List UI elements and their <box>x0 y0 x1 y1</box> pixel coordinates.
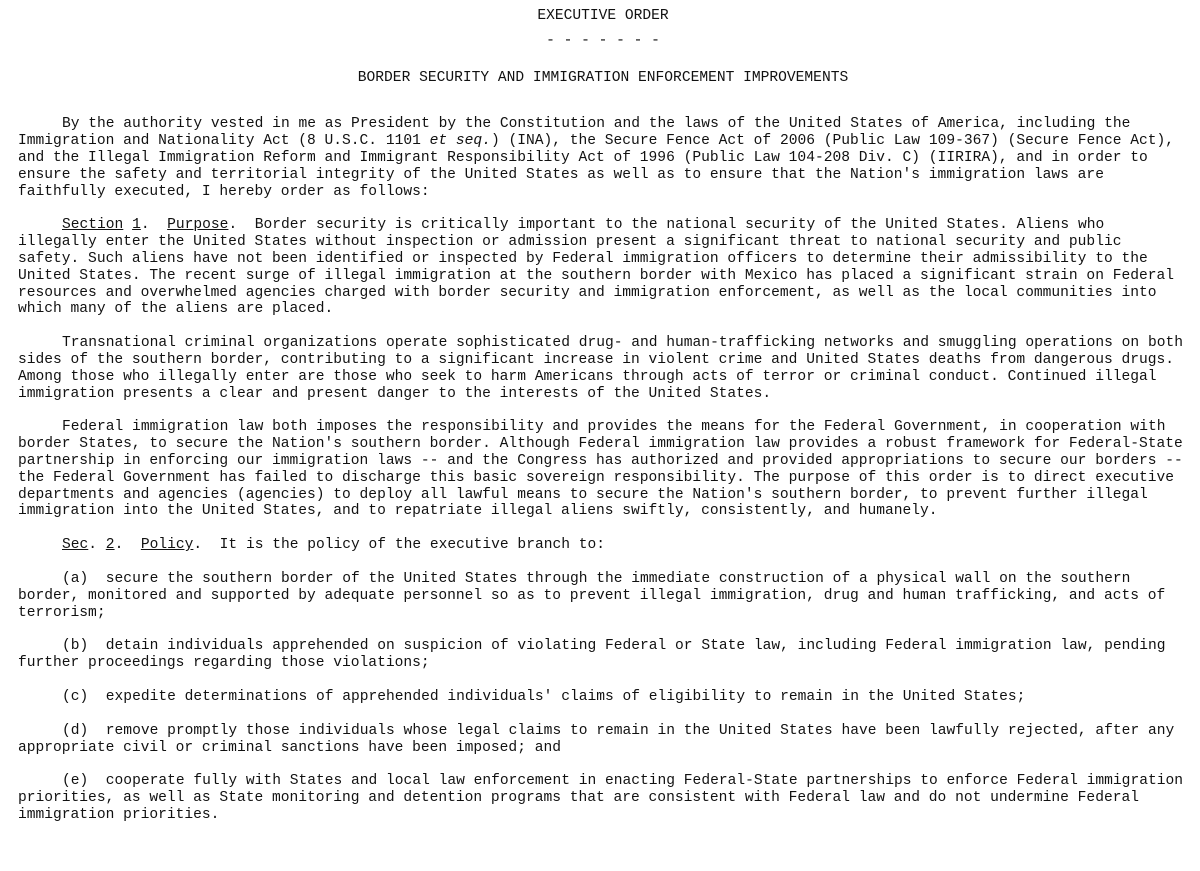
section-1-text: Border security is critically important to the national security of the United States. Aliens who illegally enter the United States without inspection or admission present a significant threat to national security and public safety. Such aliens have not been identified or inspected by Federal immigration officers to determine their admissibility to the United States. The recent surge of illegal immigration at the southern border with Mexico has placed a significant strain on Federal resources and overwhelmed agencies charged with border security and immigration enforcement, as well as the local communities into which many of the aliens are placed. <box>18 217 1175 318</box>
intro-text-1: By the authority vested in me as President by the Constitution and the laws of the United States of America, including the Immigration and Nationality Act (8 U.S.C. 1101 <box>18 116 1131 150</box>
policy-item-text: remove promptly those individuals whose legal claims to remain in the United States have been lawfully rejected, after any appropriate civil or criminal sanctions have been imposed; and <box>18 722 1175 756</box>
policy-item-a <box>18 571 1188 621</box>
section-2-number: 2 <box>105 537 115 554</box>
policy-item-e <box>18 773 1188 823</box>
section-1-paragraph-2: Transnational criminal organizations operate sophisticated drug- and human-trafficking networks and smuggling operations on both sides of the southern border, contributing to a significant increase in violent crime and United States deaths from dangerous drugs. Among those who illegally enter are those who seek to harm Americans through acts of terror or criminal conduct. Continued illegal immigration presents a clear and present danger to the interests of the United States. <box>18 335 1183 402</box>
section-2-lead: It is the policy of the executive branch to: <box>219 537 606 554</box>
policy-item-text: detain individuals apprehended on suspicion of violating Federal or State law, including Federal immigration law, pending further proceedings regarding those violations; <box>18 638 1166 672</box>
title-separator: - - - - - - - <box>546 32 660 49</box>
policy-item-marker: (c) <box>62 688 89 705</box>
policy-item-text: secure the southern border of the United States through the immediate construction of a physical wall on the southern border, monitored and supported by adequate personnel so as to prevent illegal immigration, drug and human trafficking, and acts of terrorism; <box>18 570 1166 621</box>
policy-item-text: expedite determinations of apprehended individuals' claims of eligibility to remain in the United States; <box>105 688 1026 705</box>
intro-italic: et seq. <box>429 133 491 150</box>
section-2-heading-paragraph: Sec. 2. Policy. It is the policy of the executive branch to: <box>62 537 606 554</box>
section-1-label: Section <box>62 217 124 234</box>
section-1-number: 1 <box>132 217 141 234</box>
section-1-paragraph-3: Federal immigration law both imposes the responsibility and provides the means for the Federal Government, in cooperation with border States, to secure the Nation's southern border. Although Federal immigration law provides a robust framework for Federal-State partnership in enforcing our immigration laws -- and the Congress has authorized and provided appropriations to secure our borders -- the Federal Government has failed to discharge this basic sovereign responsibility. The purpose of this order is to direct executive departments and agencies (agencies) to deploy all lawful means to secure the Nation's southern border, to prevent further illegal immigration into the United States, and to repatriate illegal aliens swiftly, consistently, and humanely. <box>18 419 1183 520</box>
document-page <box>18 6 1188 824</box>
section-1-paragraph-1: Section 1. Purpose. Border security is critically important to the national security of the United States. Aliens who illegally enter the United States without inspection or admission present a significant threat to national security and public safety. Such aliens have not been identified or inspected by Federal immigration officers to determine their admissibility to the United States. The recent surge of illegal immigration at the southern border with Mexico has placed a significant strain on Federal resources and overwhelmed agencies charged with border security and immigration enforcement, as well as the local communities into which many of the aliens are placed. <box>18 217 1175 318</box>
policy-item-marker: (b) <box>62 638 89 655</box>
policy-item-text: cooperate fully with States and local law enforcement in enacting Federal-State partnerships to enforce Federal immigration priorities, as well as State monitoring and detention programs that are consistent with Federal law and do not undermine Federal immigration priorities. <box>18 773 1183 823</box>
policy-item-c <box>18 689 1188 706</box>
intro-text-2: ) (INA), the Secure Fence Act of 2006 (Public Law 109-367) (Secure Fence Act), and the Illegal Immigration Reform and Immigrant Responsibility Act of 1996 (Public Law 104-208 Div. C) (IIRIRA), and in order to ensure the safety and territorial integrity of the United States as well as to ensure that the Nation's immigration laws are faithfully executed, I hereby order as follows: <box>18 133 1175 200</box>
policy-item-marker: (e) <box>62 773 89 790</box>
section-1-heading: Purpose <box>167 217 229 234</box>
section-2-label: Sec <box>62 537 89 554</box>
policy-item-b <box>18 638 1188 672</box>
policy-item-marker: (a) <box>62 570 89 587</box>
section-2-heading: Policy <box>140 537 194 554</box>
intro-paragraph <box>18 116 1188 200</box>
document-title: EXECUTIVE ORDER <box>537 8 669 24</box>
policy-item-d <box>18 723 1188 757</box>
policy-item-marker: (d) <box>62 722 89 739</box>
document-subtitle: BORDER SECURITY AND IMMIGRATION ENFORCEMENT IMPROVEMENTS <box>357 69 849 86</box>
